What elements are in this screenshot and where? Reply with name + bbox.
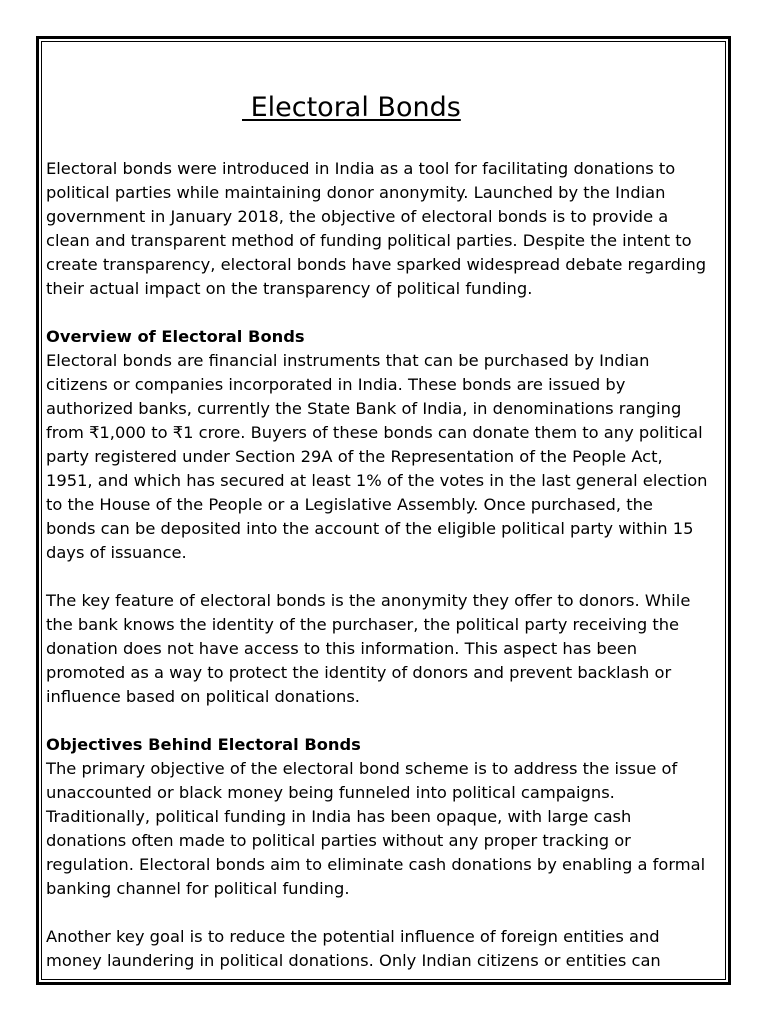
text-line: political parties while maintaining donor anonymity. Launched by the Indian <box>46 183 666 202</box>
text-line: The primary objective of the electoral bond scheme is to address the issue of <box>46 759 678 778</box>
text-line: The key feature of electoral bonds is the anonymity they offer to donors. While <box>46 591 691 610</box>
text-line: clean and transparent method of funding political parties. Despite the intent to <box>46 231 692 250</box>
text-line: influence based on political donations. <box>46 687 360 706</box>
text-line: create transparency, electoral bonds have sparked widespread debate regarding <box>46 255 707 274</box>
text-line: days of issuance. <box>46 543 187 562</box>
section-heading-overview: Overview of Electoral Bonds <box>46 327 305 346</box>
text-line: their actual impact on the transparency of political funding. <box>46 279 533 298</box>
paragraph-gap <box>46 301 726 325</box>
section-objectives <box>46 733 726 973</box>
text-line: unaccounted or black money being funneled into political campaigns. <box>46 783 615 802</box>
section-heading-objectives: Objectives Behind Electoral Bonds <box>46 735 361 754</box>
text-line: 1951, and which has secured at least 1% of the votes in the last general election <box>46 471 708 490</box>
text-line: promoted as a way to protect the identity of donors and prevent backlash or <box>46 663 672 682</box>
text-line: donations often made to political parties without any proper tracking or <box>46 831 631 850</box>
text-line: to the House of the People or a Legislative Assembly. Once purchased, the <box>46 495 653 514</box>
text-line: Traditionally, political funding in India has been opaque, with large cash <box>46 807 632 826</box>
text-line: party registered under Section 29A of the Representation of the People Act, <box>46 447 663 466</box>
text-line: Another key goal is to reduce the potential influence of foreign entities and <box>46 927 660 946</box>
text-line: bonds can be deposited into the account of the eligible political party within 15 <box>46 519 694 538</box>
paragraph-gap <box>46 901 726 925</box>
text-line: citizens or companies incorporated in India. These bonds are issued by <box>46 375 626 394</box>
text-line: banking channel for political funding. <box>46 879 350 898</box>
text-line: regulation. Electoral bonds aim to eliminate cash donations by enabling a formal <box>46 855 706 874</box>
text-line: donation does not have access to this information. This aspect has been <box>46 639 638 658</box>
document-title: Electoral Bonds <box>242 92 461 123</box>
document-content <box>46 88 726 973</box>
paragraph-gap <box>46 709 726 733</box>
text-line: money laundering in political donations. Only Indian citizens or entities can <box>46 951 661 970</box>
text-line: Electoral bonds are financial instruments that can be purchased by Indian <box>46 351 650 370</box>
section-overview <box>46 325 726 709</box>
text-line: from ₹1,000 to ₹1 crore. Buyers of these bonds can donate them to any political <box>46 423 703 442</box>
text-line: Electoral bonds were introduced in India as a tool for facilitating donations to <box>46 159 676 178</box>
text-line: the bank knows the identity of the purchaser, the political party receiving the <box>46 615 680 634</box>
paragraph-gap <box>46 565 726 589</box>
text-line: authorized banks, currently the State Bank of India, in denominations ranging <box>46 399 682 418</box>
text-line: government in January 2018, the objective of electoral bonds is to provide a <box>46 207 669 226</box>
intro-paragraph <box>46 157 726 301</box>
